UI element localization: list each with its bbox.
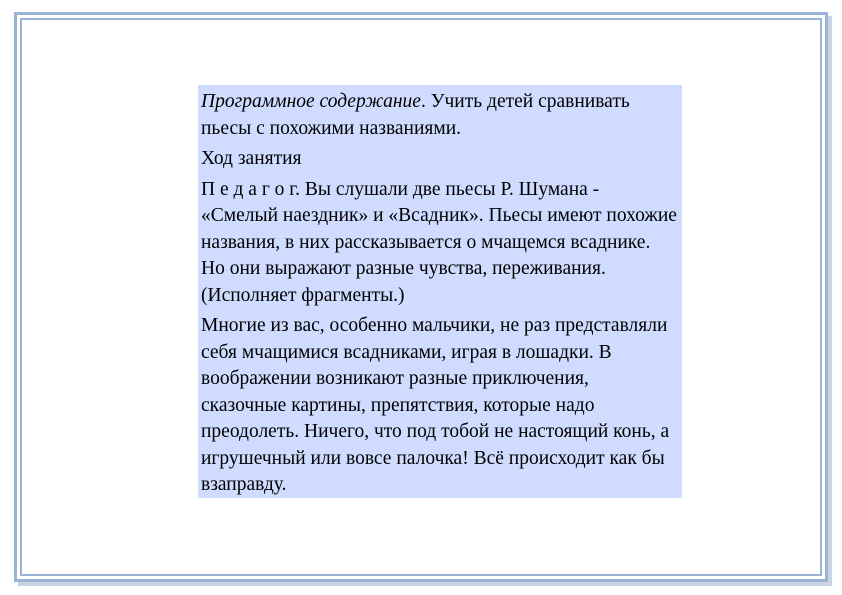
program-content-text: . Учить детей сравнивать пьесы с похожими названиями. xyxy=(201,91,630,139)
lesson-progress-heading: Ход занятия xyxy=(201,148,302,169)
imagination-paragraph: Многие из вас, особенно мальчики, не раз представляли себя мчащимися всадниками, играя в лошадки. В воображении возникают разные приключения, сказочные картины, препятствия, которые надо преодолеть. Ничего, что под тобой не настоящий конь, а игрушечный или вовсе палочка! Всё происходит как бы взаправду. xyxy=(201,315,670,495)
frame-shadow-right xyxy=(828,16,832,586)
lesson-text-box xyxy=(198,85,682,498)
program-content-heading: Программное содержание xyxy=(201,91,421,112)
teacher-speech-paragraph: П е д а г о г. Вы слушали две пьесы Р. Шумана - «Смелый наездник» и «Всадник». Пьесы имеют похожие названия, в них рассказывается о мчащемся всаднике. Но они выражают разные чувства, переживания. (Исполняет фрагменты.) xyxy=(201,178,677,306)
frame-shadow-bottom xyxy=(18,582,832,586)
program-content-paragraph xyxy=(201,89,679,142)
